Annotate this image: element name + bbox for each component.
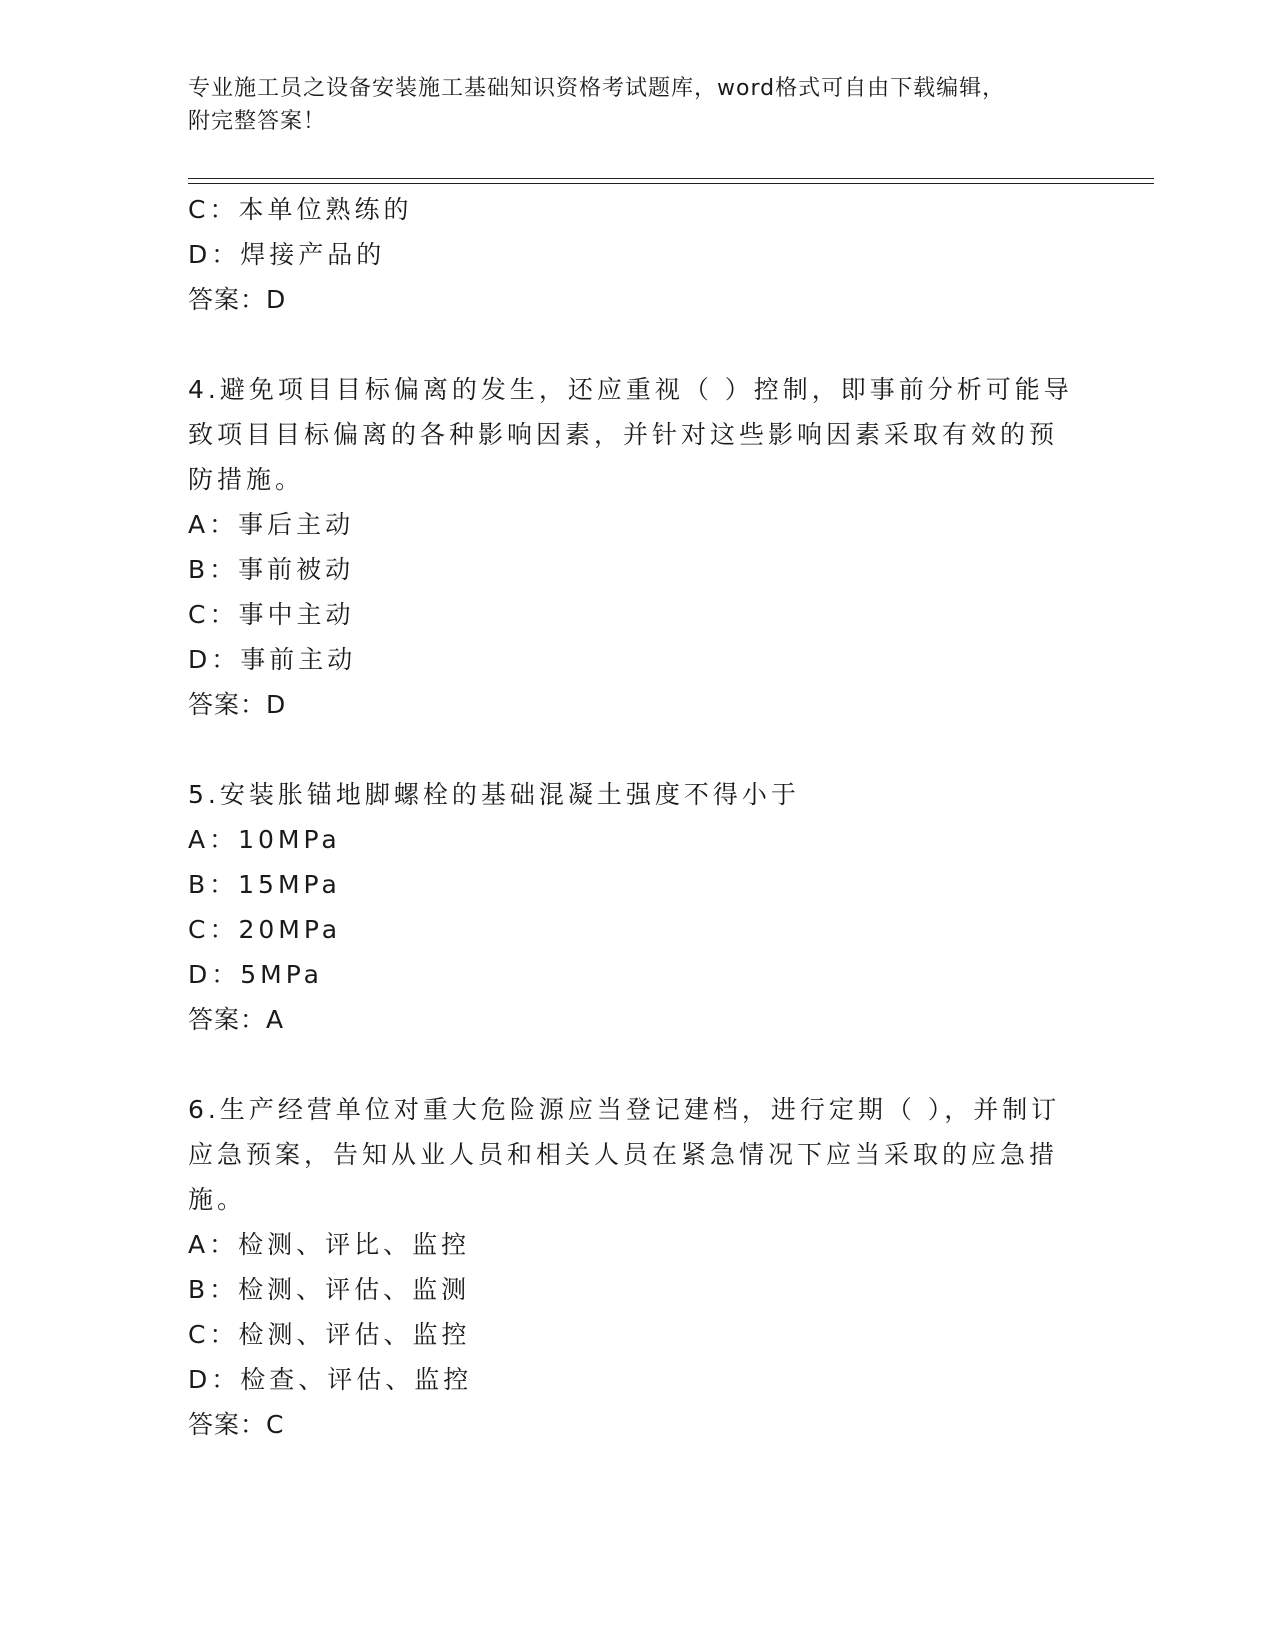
q6-stem-line-1: 6.生产经营单位对重大危险源应当登记建档，进行定期（ ），并制订 xyxy=(188,1095,1061,1124)
q6-option-c: C：检测、评估、监控 xyxy=(188,1320,471,1349)
q4-stem-line-1: 4.避免项目目标偏离的发生，还应重视（ ）控制，即事前分析可能导 xyxy=(188,375,1073,404)
header-divider-bottom xyxy=(188,183,1154,184)
q3-option-d: D：焊接产品的 xyxy=(188,240,386,269)
q5-option-d: D：5MPa xyxy=(188,960,323,989)
q6-stem-line-3: 施。 xyxy=(188,1185,247,1214)
q6-option-b: B：检测、评估、监测 xyxy=(188,1275,471,1304)
header-line-2: 附完整答案！ xyxy=(188,109,327,134)
q3-option-c: C：本单位熟练的 xyxy=(188,195,413,224)
q6-option-d: D：检查、评估、监控 xyxy=(188,1365,473,1394)
q4-option-b: B：事前被动 xyxy=(188,555,355,584)
header-divider-top xyxy=(188,178,1154,179)
q5-stem-line-1: 5.安装胀锚地脚螺栓的基础混凝土强度不得小于 xyxy=(188,780,800,809)
q4-option-d: D：事前主动 xyxy=(188,645,357,674)
q4-answer: 答案：D xyxy=(188,690,287,719)
q6-answer: 答案：C xyxy=(188,1410,285,1439)
header-line-1: 专业施工员之设备安装施工基础知识资格考试题库，word格式可自由下载编辑， xyxy=(188,76,1006,101)
q4-option-c: C：事中主动 xyxy=(188,600,355,629)
q5-option-b: B：15MPa xyxy=(188,870,341,899)
q4-option-a: A：事后主动 xyxy=(188,510,355,539)
q3-answer: 答案：D xyxy=(188,285,287,314)
q6-stem-line-2: 应急预案，告知从业人员和相关人员在紧急情况下应当采取的应急措 xyxy=(188,1140,1059,1169)
q5-option-c: C：20MPa xyxy=(188,915,342,944)
q6-option-a: A：检测、评比、监控 xyxy=(188,1230,471,1259)
document-header xyxy=(188,72,1088,138)
q5-option-a: A：10MPa xyxy=(188,825,341,854)
q5-answer: 答案：A xyxy=(188,1005,285,1034)
q4-stem-line-3: 防措施。 xyxy=(188,465,305,494)
q4-stem-line-2: 致项目目标偏离的各种影响因素，并针对这些影响因素采取有效的预 xyxy=(188,420,1059,449)
